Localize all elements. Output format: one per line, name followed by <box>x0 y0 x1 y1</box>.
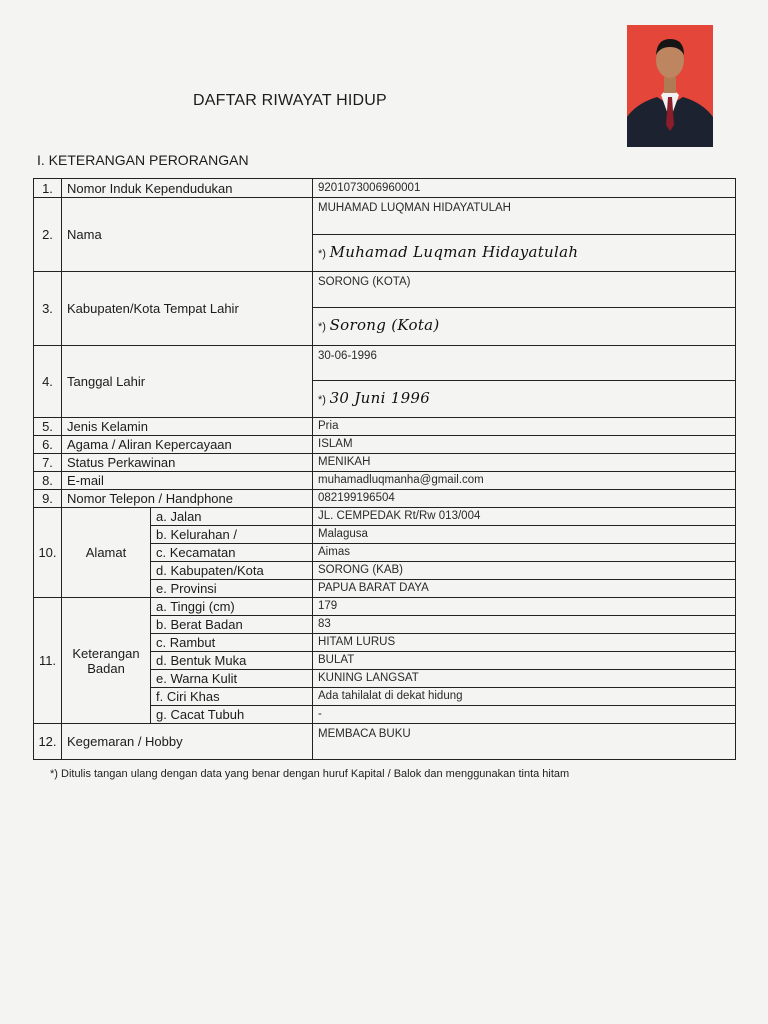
field-label: Nomor Telepon / Handphone <box>62 490 313 508</box>
field-value: Malagusa <box>313 526 736 544</box>
field-value: JL. CEMPEDAK Rt/Rw 013/004 <box>313 508 736 526</box>
field-value: KUNING LANGSAT <box>313 670 736 688</box>
row-number: 12. <box>34 724 62 760</box>
asterisk-marker: *) <box>318 321 326 333</box>
handwritten-field <box>313 235 736 272</box>
row-number: 2. <box>34 198 62 272</box>
field-label: Nomor Induk Kependudukan <box>62 179 313 198</box>
field-value: Aimas <box>313 544 736 562</box>
field-value: MUHAMAD LUQMAN HIDAYATULAH <box>313 198 736 235</box>
handwritten-field <box>313 381 736 418</box>
table-row <box>34 490 736 508</box>
field-value: ISLAM <box>313 436 736 454</box>
field-value: 179 <box>313 598 736 616</box>
field-value: Pria <box>313 418 736 436</box>
table-row <box>34 198 736 235</box>
field-value: SORONG (KAB) <box>313 562 736 580</box>
asterisk-marker: *) <box>318 247 326 260</box>
table-row <box>34 436 736 454</box>
field-value: 9201073006960001 <box>313 179 736 198</box>
table-row <box>34 472 736 490</box>
row-number: 6. <box>34 436 62 454</box>
field-value: 082199196504 <box>313 490 736 508</box>
field-label: Tanggal Lahir <box>62 346 313 418</box>
row-number: 8. <box>34 472 62 490</box>
table-row <box>34 346 736 381</box>
sub-field-label: b. Berat Badan <box>151 616 313 634</box>
row-number: 5. <box>34 418 62 436</box>
field-value: PAPUA BARAT DAYA <box>313 580 736 598</box>
field-value: 30-06-1996 <box>313 346 736 381</box>
field-value: HITAM LURUS <box>313 634 736 652</box>
sub-field-label: b. Kelurahan / <box>151 526 313 544</box>
field-label: Status Perkawinan <box>62 454 313 472</box>
sub-field-label: c. Kecamatan <box>151 544 313 562</box>
footnote: *) Ditulis tangan ulang dengan data yang benar dengan huruf Kapital / Balok dan menggunakan tinta hitam <box>50 768 570 780</box>
table-row <box>34 724 736 760</box>
field-value: MENIKAH <box>313 454 736 472</box>
field-value: muhamadluqmanha@gmail.com <box>313 472 736 490</box>
field-value: 83 <box>313 616 736 634</box>
field-label: Alamat <box>62 508 151 598</box>
row-number: 9. <box>34 490 62 508</box>
field-label: E-mail <box>62 472 313 490</box>
asterisk-marker: *) <box>318 393 326 406</box>
person-portrait-icon <box>627 25 713 147</box>
sub-field-label: e. Warna Kulit <box>151 670 313 688</box>
handwritten-value: 30 Juni 1996 <box>329 388 431 407</box>
field-value: - <box>313 706 736 724</box>
row-number: 11. <box>34 598 62 724</box>
field-value: BULAT <box>313 652 736 670</box>
field-value: MEMBACA BUKU <box>313 724 736 760</box>
field-label: Keterangan Badan <box>62 598 151 724</box>
table-row <box>34 418 736 436</box>
row-number: 1. <box>34 179 62 198</box>
handwritten-value: Muhamad Luqman Hidayatulah <box>329 242 579 261</box>
table-row <box>34 179 736 198</box>
document-title: DAFTAR RIWAYAT HIDUP <box>193 92 387 109</box>
field-label: Agama / Aliran Kepercayaan <box>62 436 313 454</box>
sub-field-label: f. Ciri Khas <box>151 688 313 706</box>
sub-field-label: g. Cacat Tubuh <box>151 706 313 724</box>
field-label: Nama <box>62 198 313 272</box>
table-row <box>34 598 736 616</box>
field-label: Kegemaran / Hobby <box>62 724 313 760</box>
handwritten-value: Sorong (Kota) <box>329 316 440 334</box>
handwritten-field <box>313 308 736 346</box>
section-heading: I. KETERANGAN PERORANGAN <box>37 152 249 168</box>
sub-field-label: d. Bentuk Muka <box>151 652 313 670</box>
table-row <box>34 454 736 472</box>
row-number: 10. <box>34 508 62 598</box>
personal-data-table <box>33 178 736 760</box>
sub-field-label: c. Rambut <box>151 634 313 652</box>
row-number: 7. <box>34 454 62 472</box>
row-number: 4. <box>34 346 62 418</box>
sub-field-label: e. Provinsi <box>151 580 313 598</box>
sub-field-label: d. Kabupaten/Kota <box>151 562 313 580</box>
sub-field-label: a. Jalan <box>151 508 313 526</box>
row-number: 3. <box>34 272 62 346</box>
field-label: Kabupaten/Kota Tempat Lahir <box>62 272 313 346</box>
field-value: SORONG (KOTA) <box>313 272 736 308</box>
table-row <box>34 508 736 526</box>
field-value: Ada tahilalat di dekat hidung <box>313 688 736 706</box>
field-label: Jenis Kelamin <box>62 418 313 436</box>
profile-photo <box>627 25 713 147</box>
sub-field-label: a. Tinggi (cm) <box>151 598 313 616</box>
table-row <box>34 272 736 308</box>
